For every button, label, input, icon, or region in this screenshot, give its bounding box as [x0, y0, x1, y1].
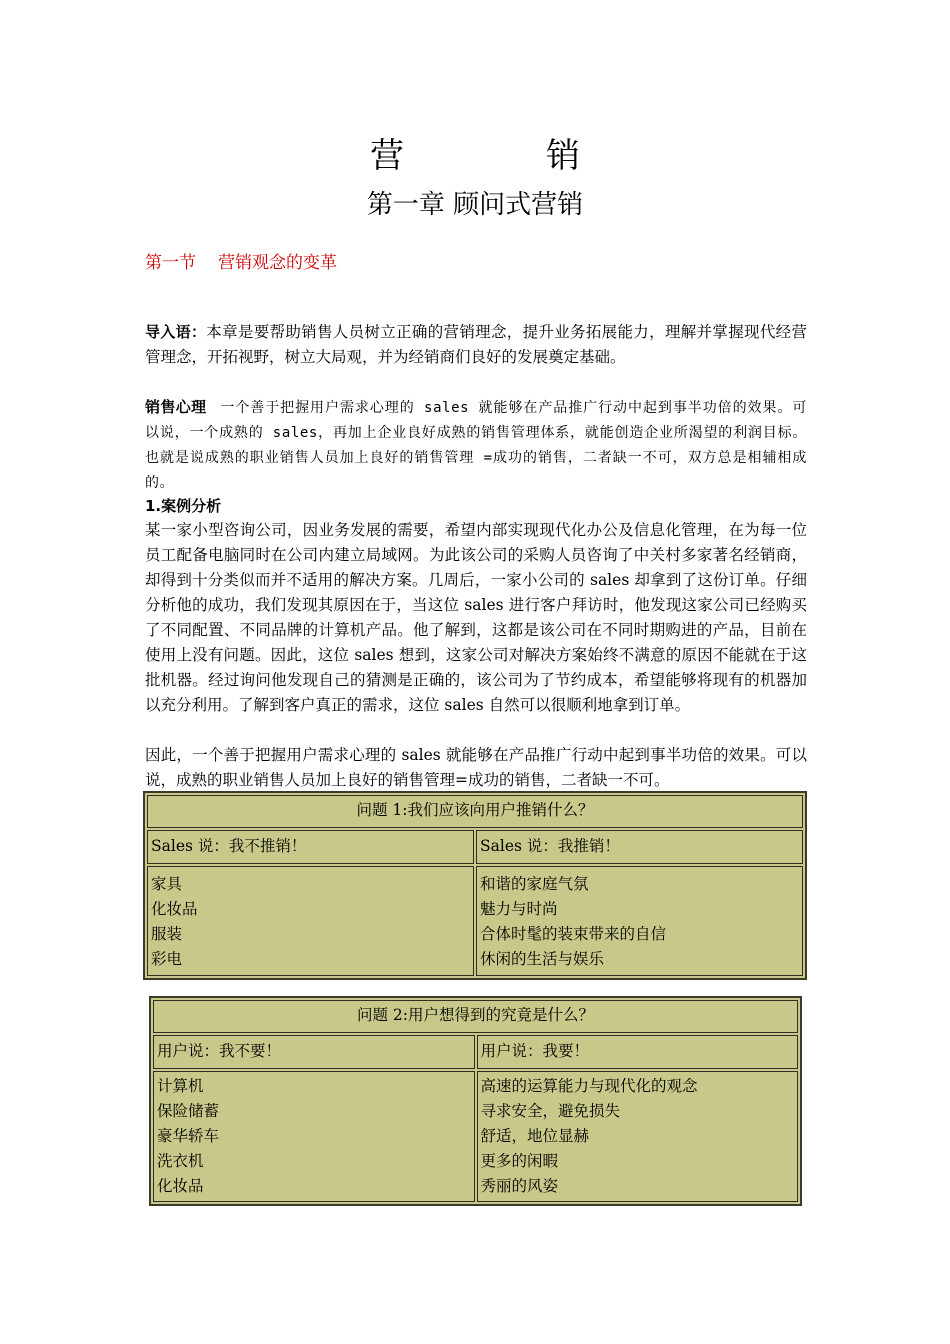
- list-item: 化妆品: [151, 900, 198, 918]
- list-item: 和谐的家庭气氛: [480, 875, 589, 893]
- psychology-paragraph: [145, 395, 807, 496]
- list-item: 秀丽的风姿: [480, 1177, 559, 1195]
- list-item: 彩电: [151, 950, 183, 968]
- case-body: 某一家小型咨询公司，因业务发展的需要，希望内部实现现代化办公及信息化管理，在为每一位员工配备电脑同时在公司内建立局域网。为此该公司的采购人员咨询了中关村多家著名经销商，却得到十分类似而并不适用的解决方案。几周后，一家小公司的 sales 却拿到了这份订单。仔细分析他的成功，我们发现其原因在于，当这位 sales 进行客户拜访时，他发现这家公司已经购买了不同配置、不同品牌的计算机产品。他了解到，这都是该公司在不同时期购进的产品，目前在使用上没有问题。因此，这位 sales 想到，这家公司对解决方案始终不满意的原因不能就在于这批机器。经过询问他发现自己的猜测是正确的，该公司为了节约成本，希望能够将现有的机器加以充分利用。了解到客户真正的需求，这位 sales 自然可以很顺利地拿到订单。: [145, 521, 807, 714]
- list-item: 计算机: [157, 1077, 204, 1095]
- list-item: 服装: [151, 925, 183, 943]
- table2-left-list: [153, 1071, 475, 1202]
- list-item: 寻求安全，避免损失: [480, 1102, 621, 1120]
- list-item: 更多的闲暇: [480, 1152, 559, 1170]
- list-item: 舒适，地位显赫: [480, 1127, 590, 1145]
- list-item: 魅力与时尚: [480, 900, 558, 918]
- intro-text: 本章是要帮助销售人员树立正确的营销理念，提升业务拓展能力，理解并掌握现代经营管理念，开拓视野，树立大局观，并为经销商们良好的发展奠定基础。: [145, 323, 807, 366]
- question-table-2: [149, 996, 802, 1206]
- table2-right-header: 用户说：我要！: [477, 1035, 799, 1069]
- intro-paragraph: [145, 320, 807, 370]
- list-item: 家具: [151, 875, 183, 893]
- intro-label: 导入语：: [145, 323, 207, 341]
- case-heading: 1.案例分析: [145, 497, 222, 515]
- question-table-1: [143, 791, 807, 980]
- list-item: 休闲的生活与娱乐: [480, 950, 605, 968]
- section-title: [145, 248, 337, 273]
- list-item: 合体时髦的装束带来的自信: [480, 925, 667, 943]
- title-char-2: 销: [546, 136, 580, 176]
- title-char-1: 营: [370, 136, 404, 176]
- table1-question: 问题 1:我们应该向用户推销什么？: [147, 795, 803, 828]
- case-summary: 因此，一个善于把握用户需求心理的 sales 就能够在产品推广行动中起到事半功倍的效果。可以说，成熟的职业销售人员加上良好的销售管理=成功的销售，二者缺一不可。: [145, 746, 807, 789]
- list-item: 高速的运算能力与现代化的观念: [480, 1077, 698, 1095]
- section-name: 营销观念的变革: [218, 253, 337, 273]
- list-item: 保险储蓄: [157, 1102, 220, 1120]
- table1-left-list: [147, 866, 474, 976]
- list-item: 洗衣机: [157, 1152, 204, 1170]
- list-item: 豪华轿车: [157, 1127, 220, 1145]
- psychology-text: 一个善于把握用户需求心理的 sales 就能够在产品推广行动中起到事半功倍的效果。可以说，一个成熟的 sales，再加上企业良好成熟的销售管理体系，就能创造企业所渴望的利润目标。也就是说成熟的职业销售人员加上良好的销售管理 =成功的销售，二者缺一不可，双方总是相辅相成的。: [145, 400, 807, 491]
- section-number: 第一节: [145, 253, 196, 273]
- table1-left-header: Sales 说：我不推销！: [147, 830, 474, 864]
- table1-right-list: [476, 866, 803, 976]
- table2-left-header: 用户说：我不要！: [153, 1035, 475, 1069]
- table2-question: 问题 2:用户想得到的究竟是什么？: [153, 1000, 798, 1033]
- table1-right-header: Sales 说：我推销！: [476, 830, 803, 864]
- list-item: 化妆品: [157, 1177, 204, 1195]
- table2-right-list: [477, 1071, 799, 1202]
- chapter-title: 第一章 顾问式营销: [366, 190, 584, 220]
- psychology-label: 销售心理: [145, 398, 207, 416]
